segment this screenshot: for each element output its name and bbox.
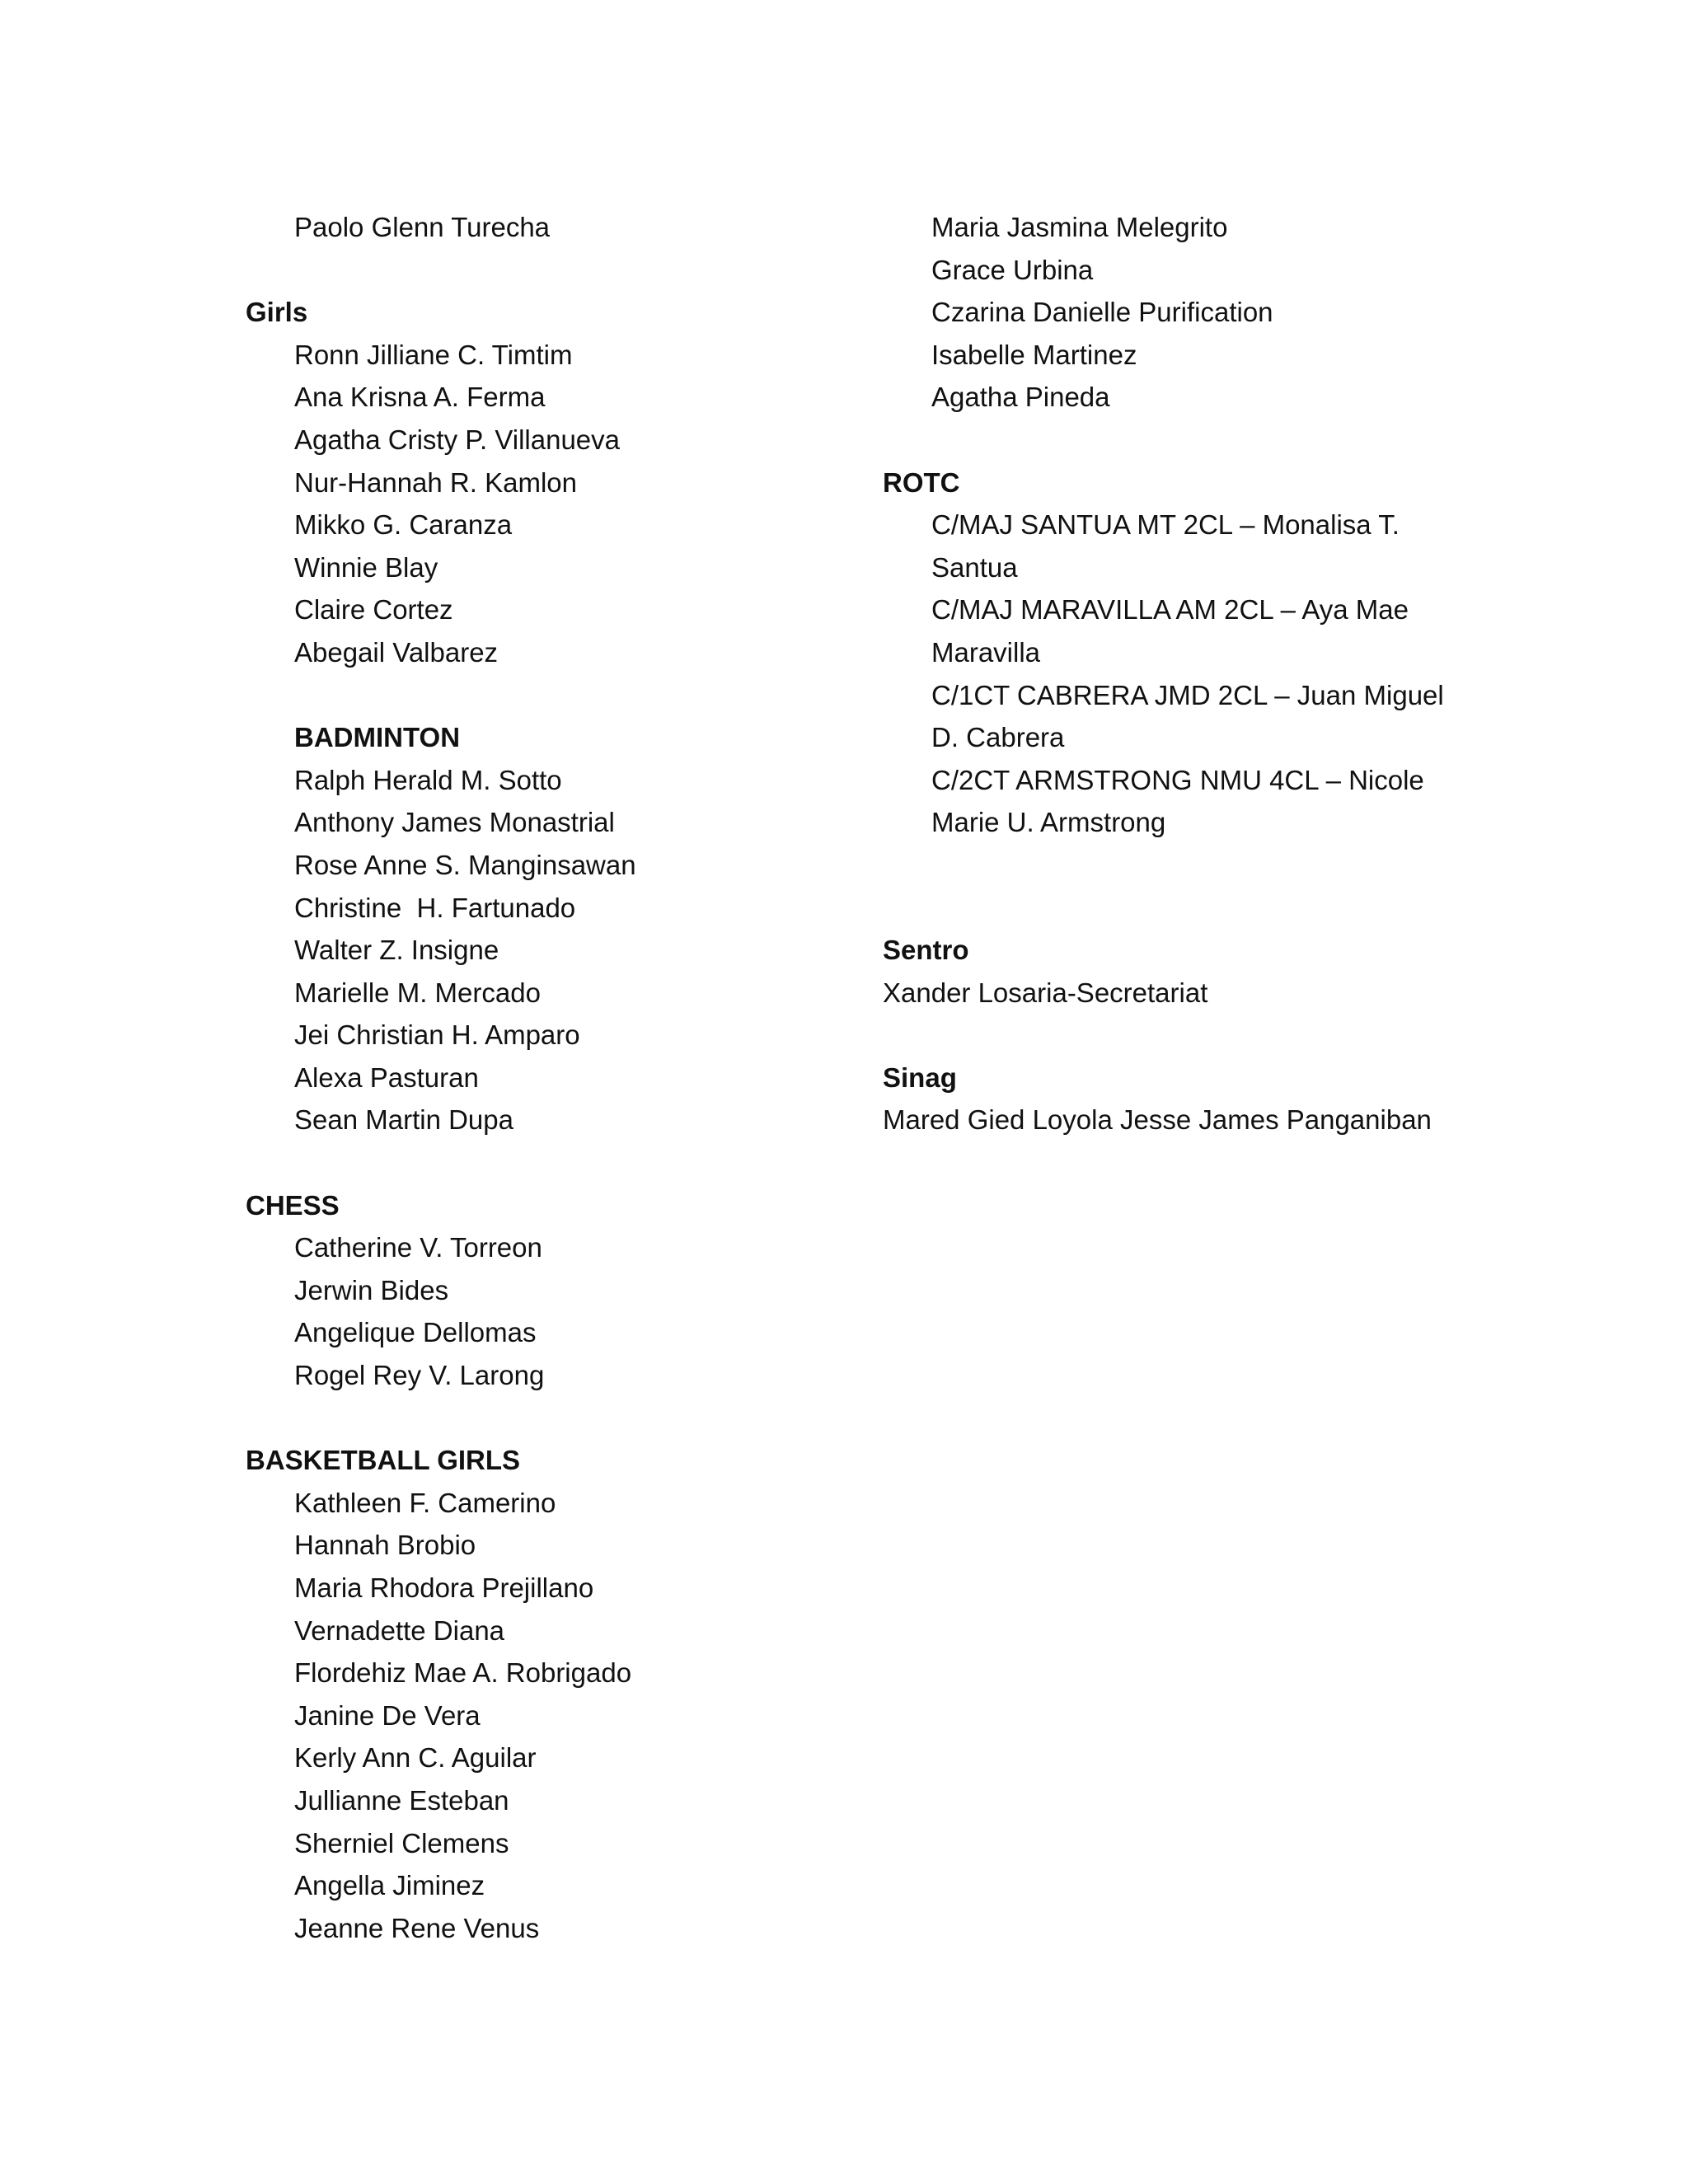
list-item: Grace Urbina xyxy=(931,254,1094,285)
section-heading-chess: CHESS xyxy=(246,1189,340,1221)
list-item: Mikko G. Caranza xyxy=(294,509,513,541)
list-item: Kathleen F. Camerino xyxy=(294,1487,556,1518)
list-item: Janine De Vera xyxy=(294,1699,481,1731)
list-item: Winnie Blay xyxy=(294,551,438,583)
list-item: Walter Z. Insigne xyxy=(294,935,499,966)
section-heading-sentro: Sentro xyxy=(883,935,969,966)
list-item: Agatha Cristy P. Villanueva xyxy=(294,424,621,455)
list-item: Czarina Danielle Purification xyxy=(931,297,1273,328)
list-item: Mared Gied Loyola Jesse James Panganiban xyxy=(883,1104,1432,1136)
left-column xyxy=(246,206,856,1949)
list-item: Jerwin Bides xyxy=(294,1274,449,1305)
list-item: Isabelle Martinez xyxy=(931,339,1137,370)
section-heading-basketball-girls: BASKETBALL GIRLS xyxy=(246,1445,521,1476)
list-item: Sean Martin Dupa xyxy=(294,1104,513,1136)
list-item: C/1CT CABRERA JMD 2CL – Juan Miguel D. Cabrera xyxy=(931,679,1444,753)
list-item: Maria Rhodora Prejillano xyxy=(294,1572,594,1603)
list-item: C/MAJ SANTUA MT 2CL – Monalisa T. Santua xyxy=(931,509,1400,583)
right-column xyxy=(883,206,1443,1141)
list-item: Kerly Ann C. Aguilar xyxy=(294,1742,537,1774)
list-item: Rogel Rey V. Larong xyxy=(294,1360,545,1391)
list-item: Rose Anne S. Manginsawan xyxy=(294,849,636,880)
list-item: C/MAJ MARAVILLA AM 2CL – Aya Mae Maravilla xyxy=(931,594,1409,668)
list-item: Jei Christian H. Amparo xyxy=(294,1019,580,1051)
list-item: Hannah Brobio xyxy=(294,1530,476,1561)
list-item: Angelique Dellomas xyxy=(294,1317,537,1348)
list-item: Ronn Jilliane C. Timtim xyxy=(294,339,573,370)
section-heading-girls: Girls xyxy=(246,297,308,328)
list-item: C/2CT ARMSTRONG NMU 4CL – Nicole Marie U. Armstrong xyxy=(931,764,1424,838)
list-item: Alexa Pasturan xyxy=(294,1062,479,1093)
list-item: Catherine V. Torreon xyxy=(294,1232,542,1263)
list-item: Jullianne Esteban xyxy=(294,1784,509,1816)
list-item: Vernadette Diana xyxy=(294,1615,505,1646)
list-item: Christine H. Fartunado xyxy=(294,892,576,923)
list-item: Sherniel Clemens xyxy=(294,1827,509,1858)
section-heading-sinag: Sinag xyxy=(883,1062,957,1093)
list-item: Xander Losaria-Secretariat xyxy=(883,977,1208,1008)
list-item: Nur-Hannah R. Kamlon xyxy=(294,466,577,498)
section-heading-badminton: BADMINTON xyxy=(294,722,461,753)
list-item: Ralph Herald M. Sotto xyxy=(294,764,562,795)
list-item: Ana Krisna A. Ferma xyxy=(294,382,546,413)
list-item: Flordehiz Mae A. Robrigado xyxy=(294,1657,632,1689)
list-item: Abegail Valbarez xyxy=(294,636,499,668)
list-item: Maria Jasmina Melegrito xyxy=(931,212,1228,242)
list-item: Paolo Glenn Turecha xyxy=(294,212,551,242)
list-item: Claire Cortez xyxy=(294,594,453,626)
list-item: Angella Jiminez xyxy=(294,1870,485,1901)
list-item: Agatha Pineda xyxy=(931,382,1110,413)
list-item: Jeanne Rene Venus xyxy=(294,1912,540,1943)
list-item: Marielle M. Mercado xyxy=(294,977,541,1008)
section-heading-rotc: ROTC xyxy=(883,466,960,498)
list-item: Anthony James Monastrial xyxy=(294,807,615,838)
